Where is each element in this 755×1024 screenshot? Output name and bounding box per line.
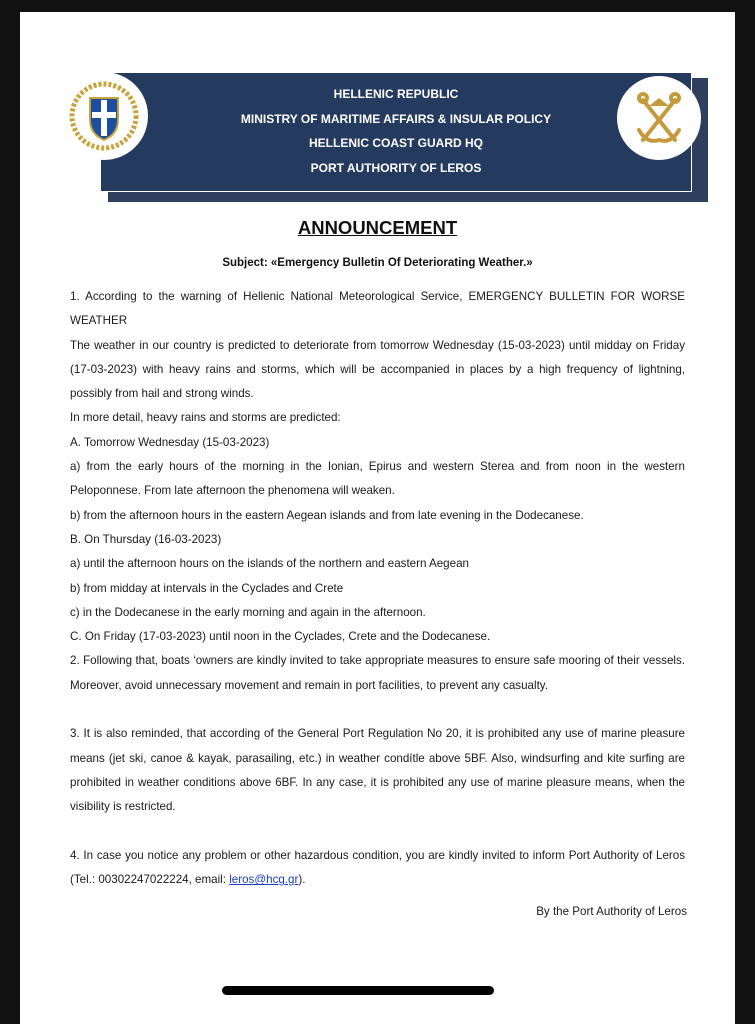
header-line-port-authority: PORT AUTHORITY OF LEROS <box>310 160 482 175</box>
announcement-title: ANNOUNCEMENT <box>297 217 458 238</box>
paragraph: The weather in our country is predicted to deteriorate from tomorrow Wednesday (15-03-2023) until midday on Friday (17-03-2023) with heavy rains and storms, which will be accompanied in places by a high frequency of lightning, possibly from hail and strong winds. <box>70 338 685 401</box>
header-line-ministry: MINISTRY OF MARITIME AFFAIRS & INSULAR POLICY <box>240 111 552 126</box>
paragraph: C. On Friday (17-03-2023) until noon in the Cyclades, Crete and the Dodecanese. <box>70 630 491 644</box>
paragraph: b) from the afternoon hours in the eastern Aegean islands and from late evening in the Dodecanese. <box>70 508 584 522</box>
home-indicator[interactable] <box>222 986 494 995</box>
paragraph: 3. It is also reminded, that according of the General Port Regulation No 20, it is prohibited any use of marine pleasure means (jet ski, canoe & kayak, parasailing, etc.) in weather condítle above 5BF. Also, windsurfing and kite surfing are prohibited in weather conditions above 6BF. In any case, it is prohibited any use of marine pleasure means, when the visibility is restricted. <box>70 727 685 814</box>
crossed-anchors-icon <box>617 76 701 160</box>
paragraph: a) from the early hours of the morning in the Ionian, Epirus and western Sterea and from noon in the western Peloponnese. From late afternoon the phenomena will weaken. <box>70 460 685 498</box>
paragraph: 2. Following that, boats ‘owners are kindly invited to take appropriate measures to ensure safe mooring of their vessels. Moreover, avoid unnecessary movement and remain in port facilities, to prevent any casualty. <box>70 654 685 692</box>
signature: By the Port Authority of Leros <box>536 905 687 918</box>
paragraph: a) until the afternoon hours on the islands of the northern and eastern Aegean <box>70 557 469 571</box>
header-line-coast-guard: HELLENIC COAST GUARD HQ <box>309 136 483 150</box>
paragraph: 1. According to the warning of Hellenic National Meteorological Service, EMERGENCY BULLETIN FOR WORSE WEATHER <box>70 290 685 328</box>
paragraph: A. Tomorrow Wednesday (15-03-2023) <box>70 435 270 449</box>
contact-text: 4. In case you notice any problem or other hazardous condition, you are kindly invited to inform Port Authority of Leros (Tel.: 00302247022224, email: <box>70 848 685 887</box>
paragraph-contact <box>70 844 685 893</box>
header-line-republic: HELLENIC REPUBLIC <box>333 87 459 101</box>
paragraph: b) from midday at intervals in the Cyclades and Crete <box>70 581 344 595</box>
contact-text-end: ). <box>298 873 306 887</box>
subject-line: Subject: «Emergency Bulletin Of Deteriorating Weather.» <box>222 257 533 269</box>
email-link[interactable]: leros@hcg.gr <box>229 873 299 887</box>
greek-coat-of-arms-icon <box>60 72 148 160</box>
header-banner <box>100 72 692 192</box>
paragraph: B. On Thursday (16-03-2023) <box>70 532 222 546</box>
announcement-body <box>70 285 685 892</box>
paragraph: c) in the Dodecanese in the early morning and again in the afternoon. <box>70 605 426 619</box>
paragraph: In more detail, heavy rains and storms are predicted: <box>70 411 341 425</box>
document-page <box>20 12 735 1024</box>
